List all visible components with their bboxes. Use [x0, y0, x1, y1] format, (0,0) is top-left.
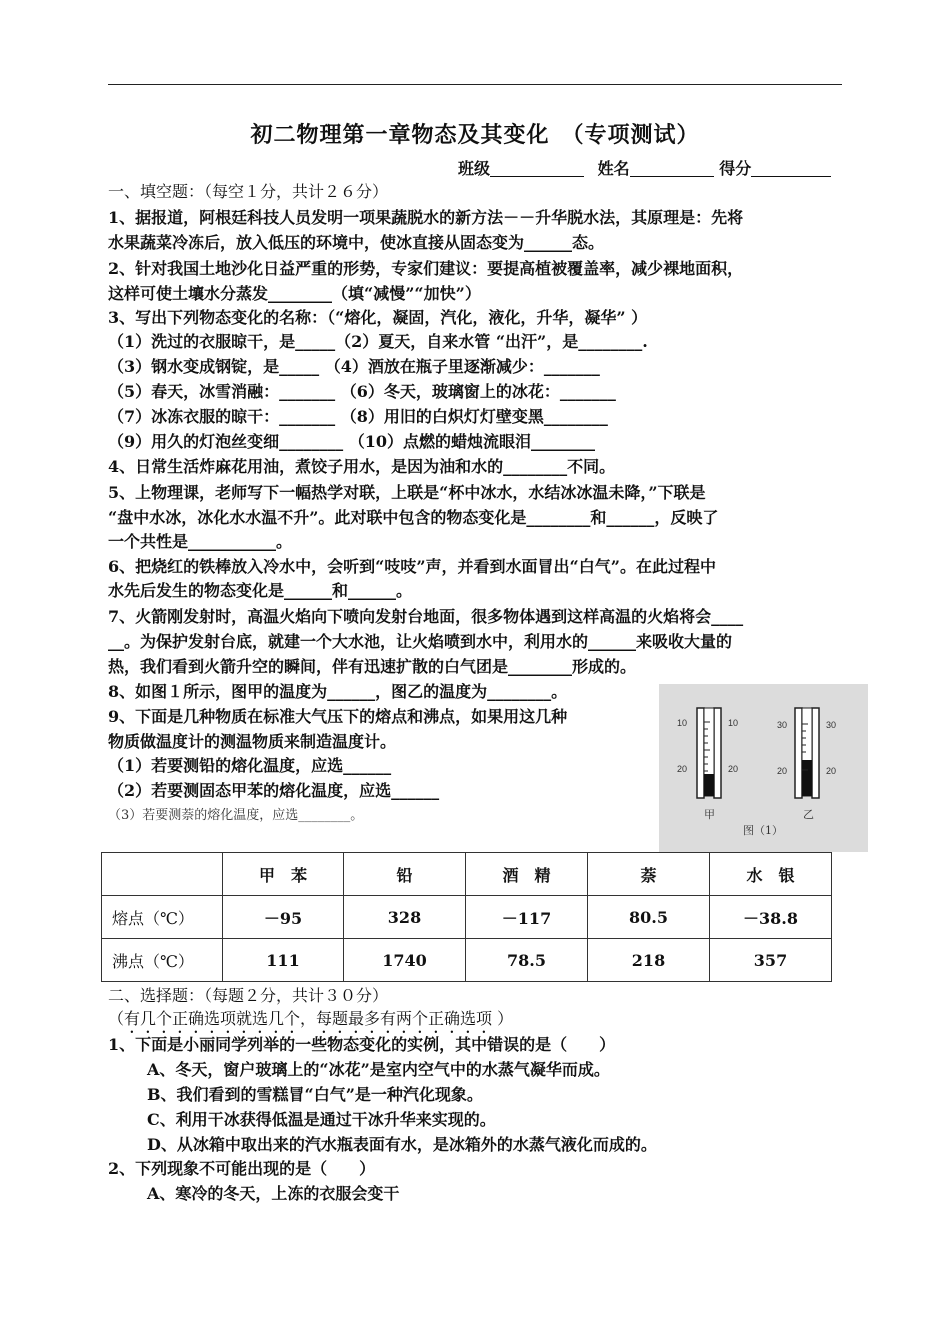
name-blank[interactable]: [630, 158, 714, 177]
q3-item3: （5）春天，冰雪消融：_______ （6）冬天，玻璃窗上的冰花：_______: [108, 382, 616, 401]
figure-thermometers: [659, 684, 868, 852]
mc1-option-a: A、冬天，窗户玻璃上的“冰花”是室内空气中的水蒸气凝华而成。: [147, 1060, 610, 1079]
q5-line2: “盘中水冰，冰化水水温不升”。此对联中包含的物态变化是________和______，反映了: [108, 508, 719, 527]
jia-label: 甲: [704, 808, 715, 821]
q2-line1: 2、针对我国土地沙化日益严重的形势，专家们建议：要提高植被覆盖率，减少裸地面积，: [108, 259, 744, 278]
student-info: [458, 156, 831, 179]
q5-line3: 一个共性是___________。: [108, 532, 293, 551]
q9-line1: 9、下面是几种物质在标准大气压下的熔点和沸点，如果用这几种: [108, 707, 568, 726]
yi-tick-right-bottom: 20: [826, 766, 837, 776]
table-cell: －117: [466, 896, 588, 939]
jia-tick-right-bottom: 20: [728, 764, 739, 774]
jia-tick-right-top: 10: [728, 718, 739, 728]
q7-line3: 热，我们看到火箭升空的瞬间，伴有迅速扩散的白气团是________形成的。: [108, 657, 637, 676]
table-row-label: 沸点（℃）: [102, 939, 223, 982]
table-cell: 80.5: [588, 896, 710, 939]
mc1-stem: 1、下面是小丽同学列举的一些物态变化的实例，其中错误的是（ ）: [108, 1035, 616, 1054]
table-header-row: [102, 853, 832, 896]
table-cell: 111: [223, 939, 344, 982]
table-header-cell: 萘: [588, 853, 710, 896]
section2-note: （有几个正确选项就选几个，每题最多有两个正确选项 ）: [108, 1009, 514, 1028]
q3-item1: （1）洗过的衣服晾干，是_____（2）夏天，自来水管 “出汗”，是________.: [108, 332, 648, 351]
table-cell: －38.8: [710, 896, 832, 939]
q1-line2: 水果蔬菜冷冻后，放入低压的环境中，使冰直接从固态变为______态。: [108, 233, 605, 252]
q9-line2: 物质做温度计的测温物质来制造温度计。: [108, 732, 397, 751]
thermometer-yi: [777, 708, 836, 821]
q6-line2: 水先后发生的物态变化是______和______。: [108, 581, 413, 600]
mc2-option-a: A、寒冷的冬天，上冻的衣服会变干: [147, 1184, 400, 1203]
name-label: 姓名: [597, 159, 630, 178]
mc1-option-b: B、我们看到的雪糕冒“白气”是一种汽化现象。: [147, 1085, 483, 1104]
jia-tick-left-bottom: 20: [677, 764, 688, 774]
q9-item1: （1）若要测铅的熔化温度，应选______: [108, 756, 392, 775]
table-header-cell: 水 银: [710, 853, 832, 896]
q5-line1: 5、上物理课，老师写下一幅热学对联，上联是“杯中冰水，水结冰冰温未降，”下联是: [108, 483, 706, 502]
jia-tick-left-top: 10: [677, 718, 688, 728]
table-header-cell: 甲 苯: [223, 853, 344, 896]
q3-item5: （9）用久的灯泡丝变细________ （10）点燃的蜡烛流眼泪________: [108, 432, 595, 451]
mc2-stem: 2、下列现象不可能出现的是（ ）: [108, 1159, 376, 1178]
yi-tick-left-top: 30: [777, 720, 788, 730]
q2-line2: 这样可使土壤水分蒸发________（填“减慢”“加快”）: [108, 284, 481, 303]
q3-heading: 3、写出下列物态变化的名称：（“熔化，凝固，汽化，液化，升华，凝华” ）: [108, 308, 648, 327]
mc1-option-d: D、从冰箱中取出来的汽水瓶表面有水，是冰箱外的水蒸气液化而成的。: [147, 1135, 657, 1154]
header-rule: [108, 84, 842, 85]
figure-caption: 图（1）: [743, 824, 783, 837]
thermometer-drawing: [659, 684, 868, 852]
yi-label: 乙: [803, 808, 814, 821]
q4-line: 4、日常生活炸麻花用油，煮饺子用水，是因为油和水的________不同。: [108, 457, 616, 476]
section2-heading: 二、选择题：（每题２分，共计３０分）: [108, 986, 389, 1005]
score-blank[interactable]: [751, 158, 831, 177]
q1-line1: 1、据报道，阿根廷科技人员发明一项果蔬脱水的新方法－－升华脱水法，其原理是：先将: [108, 208, 744, 227]
table-cell: 328: [344, 896, 466, 939]
yi-tick-right-top: 30: [826, 720, 837, 730]
thermometer-jia: [677, 708, 738, 821]
q6-line1: 6、把烧红的铁棒放入冷水中，会听到“吱吱”声，并看到水面冒出“白气”。在此过程中: [108, 557, 716, 576]
q9-item3: （3）若要测萘的熔化温度，应选________。: [108, 808, 364, 823]
q7-line2: __。为保护发射台底，就建一个大水池，让火焰喷到水中，利用水的______来吸收大量的: [108, 632, 733, 651]
yi-tick-left-bottom: 20: [777, 766, 788, 776]
mc1-option-c: C、利用干冰获得低温是通过干冰升华来实现的。: [147, 1110, 496, 1129]
q3-item2: （3）钢水变成钢锭，是_____ （4）酒放在瓶子里逐渐减少：_______: [108, 357, 600, 376]
q3-item4: （7）冰冻衣服的晾干：_______ （8）用旧的白炽灯灯壁变黑________: [108, 407, 608, 426]
class-label: 班级: [458, 159, 491, 178]
page-title: 初二物理第一章物态及其变化 （专项测试）: [250, 123, 700, 148]
table-cell: 218: [588, 939, 710, 982]
q9-item2: （2）若要测固态甲苯的熔化温度，应选______: [108, 781, 440, 800]
melting-boiling-table: [101, 852, 832, 982]
q7-line1: 7、火箭刚发射时，高温火焰向下喷向发射台地面，很多物体遇到这样高温的火焰将会____: [108, 607, 744, 626]
section1-heading: 一、填空题：（每空１分，共计２６分）: [108, 182, 389, 201]
table-cell: 78.5: [466, 939, 588, 982]
table-cell: 357: [710, 939, 832, 982]
table-row: [102, 939, 832, 982]
table-row-label: 熔点（℃）: [102, 896, 223, 939]
q8-line: 8、如图１所示，图甲的温度为______，图乙的温度为________。: [108, 682, 568, 701]
class-blank[interactable]: [490, 158, 584, 177]
table-cell: －95: [223, 896, 344, 939]
table-cell: 1740: [344, 939, 466, 982]
table-header-cell: [102, 853, 223, 896]
table-header-cell: 铅: [344, 853, 466, 896]
table-row: [102, 896, 832, 939]
score-label: 得分: [719, 159, 752, 178]
table-header-cell: 酒 精: [466, 853, 588, 896]
